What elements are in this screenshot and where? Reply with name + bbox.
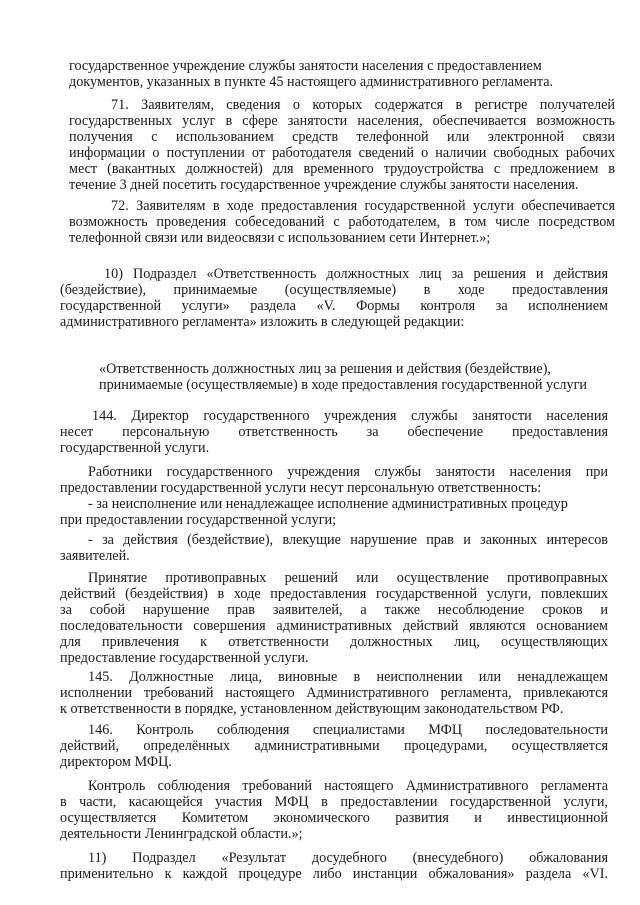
text-line: телефонной связи или видеосвязи с использованием сети Интернет.»; [69,230,491,246]
text-line: директором МФЦ. [60,754,172,770]
text-line: государственной услуги» раздела «V. Формы контроля за исполнением [60,298,608,314]
text-line: 10) Подраздел «Ответственность должностных лиц за решения и действия [104,266,608,282]
text-line: административного регламента» изложить в следующей редакции: [60,314,465,330]
text-line: действий, определённых административными процедурами, осуществляется [60,738,608,754]
text-line: государственной услуги. [60,440,210,456]
text-line: мест (вакантных должностей) для временного трудоустройства с предложением в [69,161,615,177]
text-line: 145. Должностные лица, виновные в неисполнении или ненадлежащем [88,669,608,685]
text-line: (бездействие), принимаемые (осуществляемые) в ходе предоставления [60,282,608,298]
text-line: исполнении требований настоящего Административного регламента, привлекаются [60,685,608,701]
text-line: 72. Заявителям в ходе предоставления государственной услуги обеспечивается [111,198,615,214]
text-line: получения с использованием средств телефонной или электронной связи [69,129,615,145]
text-line: документов, указанных в пункте 45 настоящего административного регламента. [69,74,554,90]
text-line: осуществляется Комитетом экономического развития и инвестиционной [60,810,608,826]
text-line: в части, касающейся участия МФЦ в предоставлении государственной услуги, [60,794,608,810]
text-line: последовательности совершения административных действий являются основанием [60,618,608,634]
text-line: государственных услуг в сфере занятости населения, обеспечивается возможность [69,113,615,129]
text-line: за собой нарушение прав заявителей, а также несоблюдение сроков и [60,602,608,618]
text-line: течение 3 дней посетить государственное учреждение службы занятости населения. [69,177,579,193]
text-line: 71. Заявителям, сведения о которых содержатся в регистре получателей [111,97,615,113]
text-line: при предоставлении государственной услуги; [60,512,337,528]
text-line: Работники государственного учреждения службы занятости населения при [88,464,608,480]
text-line: предоставлении государственной услуги несут персональную ответственность: [60,480,542,496]
text-line: 144. Директор государственного учреждения службы занятости населения [92,408,608,424]
text-line: деятельности Ленинградской области.»; [60,826,303,842]
text-line: государственное учреждение службы занятости населения с предоставлением [69,58,542,74]
section-heading: принимаемые (осуществляемые) в ходе предоставления государственной услуги [99,377,587,393]
text-line: - за неисполнение или ненадлежащее исполнение административных процедур [88,496,568,512]
text-line: 11) Подраздел «Результат досудебного (внесудебного) обжалования [88,850,608,866]
text-line: для привлечения к ответственности должностных лиц, осуществляющих [60,634,608,650]
text-line: предоставление государственной услуги. [60,650,309,666]
text-line: действий (бездействия) в ходе предоставления государственной услуги, повлекших [60,586,608,602]
text-line: к ответственности в порядке, установленном действующим законодательством РФ. [60,701,564,717]
text-line: Контроль соблюдения требований настоящего Административного регламента [88,778,608,794]
text-line: возможность проведения собеседований с работодателем, в том числе посредством [69,214,615,230]
text-line: - за действия (бездействие), влекущие нарушение прав и законных интересов [88,532,608,548]
text-line: Принятие противоправных решений или осуществление противоправных [88,570,608,586]
text-line: информации о поступлении от работодателя сведений о наличии свободных рабочих [69,145,615,161]
text-line: 146. Контроль соблюдения специалистами МФЦ последовательности [88,722,608,738]
text-line: несет персональную ответственность за обеспечение предоставления [60,424,608,440]
text-line: заявителей. [60,548,130,564]
section-heading: «Ответственность должностных лиц за решения и действия (бездействие), [99,361,551,377]
text-line: применительно к каждой процедуре либо инстанции обжалования» раздела «VI. [60,866,608,882]
